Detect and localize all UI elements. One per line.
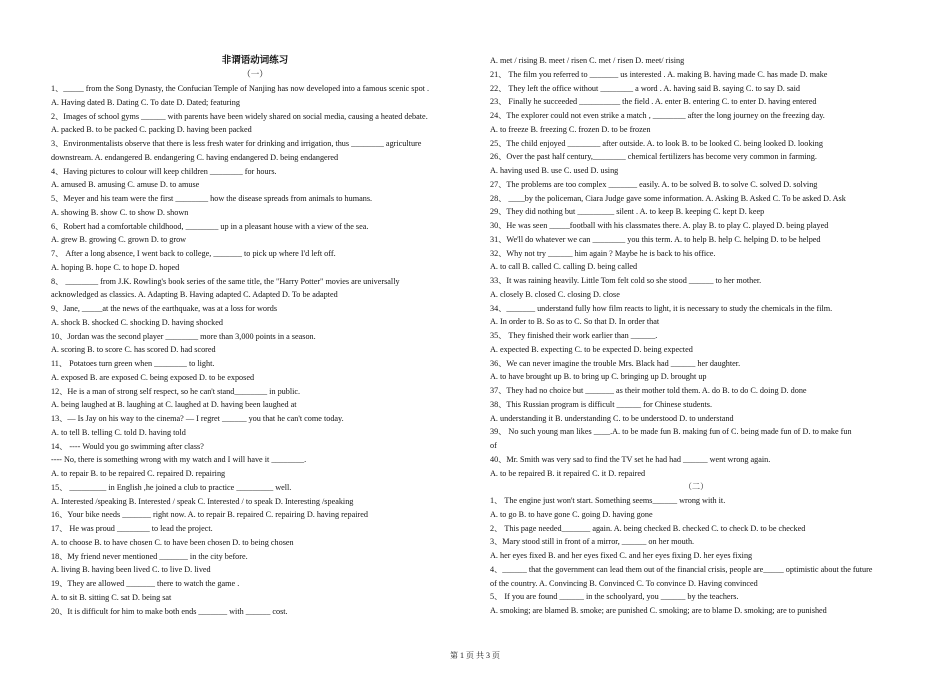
question-line: 21、 The film you referred to _______ us interested . A. making B. having made C. has made D. make	[490, 69, 828, 79]
question-line: A. to repair B. to be repaired C. repaired D. repairing	[51, 469, 226, 478]
question-line: 9、Jane, _____at the news of the earthquake, was at a loss for words	[51, 304, 278, 313]
question-line: 27、The problems are too complex _______ easily. A. to be solved B. to solve C. solved D. solving	[490, 179, 818, 189]
question-line: 25、The child enjoyed ________ after outside. A. to look B. to be looked C. being looked D. looking	[490, 138, 823, 148]
question-line: 24、The explorer could not even strike a match , ________ after the long journey on the freezing day.	[490, 111, 825, 120]
question-line: 4、Having pictures to colour will keep children ________ for hours.	[51, 166, 277, 176]
question-line: 2、Images of school gyms ______ with parents have been widely shared on social media, causing a heated debate.	[51, 111, 428, 121]
question-line: 35、 They finished their work earlier than ______.	[490, 331, 658, 340]
question-line: 1、 The engine just won't start. Something seems______ wrong with it.	[490, 496, 726, 505]
question-line: 37、They had no choice but _______ as their mother told them. A. do B. to do C. doing D. done	[490, 386, 807, 395]
question-line: A. packed B. to be packed C. packing D. having been packed	[51, 125, 252, 135]
question-line: A. being laughed at B. laughing at C. laughed at D. having been laughed at	[51, 400, 297, 410]
question-line: 5、Meyer and his team were the first ________ how the disease spreads from animals to humans.	[51, 194, 373, 203]
question-line: acknowledged as classics. A. Adapting B. Having adapted C. Adapted D. To be adapted	[51, 290, 338, 300]
question-line: A. In order to B. So as to C. So that D. In order that	[490, 317, 660, 327]
question-line: 26、Over the past half century,________ chemical fertilizers has become very common in farming.	[490, 152, 817, 162]
question-line: A. to go B. to have gone C. going D. having gone	[490, 509, 653, 519]
question-line: A. living B. having been lived C. to live D. lived	[51, 565, 211, 575]
question-line: A. her eyes fixed B. and her eyes fixed C. and her eyes fixing D. her eyes fixing	[490, 551, 753, 560]
question-line: 34、_______ understand fully how film reacts to light, it is necessary to study the chemicals in the film.	[490, 303, 833, 313]
question-line: A. having used B. use C. used D. using	[490, 166, 619, 175]
question-line: A. to freeze B. freezing C. frozen D. to be frozen	[490, 124, 651, 134]
question-line: 15、 _________ in English ,he joined a club to practice _________ well.	[51, 482, 292, 492]
question-line: 33、It was raining heavily. Little Tom felt cold so she stood ______ to her mother.	[490, 276, 762, 285]
question-line: A. to have brought up B. to bring up C. bringing up D. brought up	[490, 372, 707, 382]
question-line: A. hoping B. hope C. to hope D. hoped	[51, 262, 180, 272]
question-line: A. grew B. growing C. grown D. to grow	[51, 235, 187, 245]
question-line: 23、 Finally he succeeded __________ the field . A. enter B. entering C. to enter D. having entered	[490, 97, 817, 107]
question-line: 14、 ---- Would you go swimming after class?	[51, 441, 204, 451]
question-line: downstream. A. endangered B. endangering C. having endangered D. being endangered	[51, 152, 339, 162]
question-line: A. to tell B. telling C. told D. having told	[51, 427, 186, 437]
question-line: 11、 Potatoes turn green when ________ to light.	[51, 359, 215, 368]
left-column	[51, 82, 459, 618]
question-line: 18、My friend never mentioned _______ in the city before.	[51, 551, 248, 561]
question-line: 19、They are allowed _______ there to watch the game .	[51, 579, 240, 588]
question-line: 29、They did nothing but _________ silent . A. to keep B. keeping C. kept D. keep	[490, 207, 765, 217]
question-line: 30、He was seen _____football with his classmates there. A. play B. to play C. played D. being played	[490, 221, 829, 230]
question-line: A. Interested /speaking B. Interested / speak C. Interested / to speak D. Interesting /speaking	[51, 496, 354, 506]
question-line: 1、_____ from the Song Dynasty, the Confucian Temple of Nanjing has now developed into a famous scenic spot .	[51, 84, 430, 93]
page-title	[51, 54, 459, 80]
question-line: A. to be repaired B. it repaired C. it D. repaired	[490, 468, 646, 478]
question-line: 31、We'll do whatever we can ________ you this term. A. to help B. help C. helping D. to be helped	[490, 234, 821, 244]
question-line: A. amused B. amusing C. amuse D. to amuse	[51, 180, 200, 190]
right-column	[490, 54, 902, 618]
question-line: 13、— Is Jay on his way to the cinema? — I regret ______ you that he can't come today.	[51, 414, 344, 423]
question-line: 32、Why not try ______ him again ? Maybe he is back to his office.	[490, 248, 716, 258]
question-line: A. to choose B. to have chosen C. to have been chosen D. to being chosen	[51, 537, 294, 547]
question-line: A. to call B. called C. calling D. being called	[490, 262, 638, 272]
question-line: A. closely B. closed C. closing D. close	[490, 289, 620, 299]
page-footer: 第 1 页 共 3 页	[450, 651, 500, 660]
question-line: A. scoring B. to score C. has scored D. had scored	[51, 345, 216, 355]
question-line: A. to sit B. sitting C. sat D. being sat	[51, 592, 172, 602]
question-line: A. met / rising B. meet / risen C. met / risen D. meet/ rising	[490, 56, 685, 65]
question-line: 22、 They left the office without ________ a word . A. having said B. saying C. to say D. said	[490, 83, 801, 93]
question-line: A. exposed B. are exposed C. being exposed D. to be exposed	[51, 372, 255, 382]
question-line: 36、We can never imagine the trouble Mrs. Black had ______ her daughter.	[490, 358, 741, 368]
question-line: 28、 ____by the policeman, Ciara Judge gave some information. A. Asking B. Asked C. To be asked D. Ask	[490, 193, 846, 203]
section-two-label: （二）	[683, 482, 709, 492]
question-line: 5、 If you are found ______ in the schoolyard, you ______ by the teachers.	[490, 592, 739, 602]
question-line: of the country. A. Convincing B. Convinced C. To convince D. Having convinced	[490, 578, 758, 588]
question-line: 38、This Russian program is difficult ______ for Chinese students.	[490, 399, 713, 409]
question-line: 40、Mr. Smith was very sad to find the TV set he had had ______ went wrong again.	[490, 454, 771, 464]
question-line: ---- No, there is something wrong with my watch and I will have it ________.	[51, 455, 307, 465]
question-line: A. understanding it B. understanding C. to be understood D. to understand	[490, 413, 734, 423]
question-line: 20、It is difficult for him to make both ends _______ with ______ cost.	[51, 606, 288, 616]
question-line: of	[490, 441, 497, 450]
question-line: 39、 No such young man likes ____.A. to be made fun B. making fun of C. being made fun of D. to make fun	[490, 427, 852, 437]
section-one-label: （一）	[242, 69, 268, 79]
question-line: 12、He is a man of strong self respect, so he can't stand________ in public.	[51, 386, 301, 396]
question-line: 4、______ that the government can lead them out of the financial crisis, people are_____ optimistic about the future	[490, 564, 873, 574]
title-text: 非谓语动词练习	[221, 55, 289, 66]
question-line: 17、 He was proud ________ to lead the project.	[51, 524, 213, 533]
question-line: 2、 This page needed_______ again. A. being checked B. checked C. to check D. to be checked	[490, 523, 806, 533]
question-line: 3、Environmentalists observe that there is less fresh water for drinking and irrigation, thus ________ agriculture	[51, 139, 422, 148]
question-line: A. smoking; are blamed B. smoke; are punished C. smoking; are to blame D. smoking; are to punished	[490, 606, 827, 615]
question-line: 3、Mary stood still in front of a mirror, ______ on her mouth.	[490, 537, 695, 547]
question-line: 6、Robert had a comfortable childhood, ________ up in a pleasant house with a view of the sea.	[51, 221, 369, 231]
question-line: A. shock B. shocked C. shocking D. having shocked	[51, 317, 223, 327]
question-line: 7、 After a long absence, I went back to college, _______ to pick up where I'd left off.	[51, 249, 336, 258]
question-line: 16、Your bike needs _______ right now. A. to repair B. repaired C. repairing D. having repaired	[51, 510, 368, 520]
question-line: A. Having dated B. Dating C. To date D. Dated; featuring	[51, 97, 240, 107]
question-line: 10、Jordan was the second player ________ more than 3,000 points in a season.	[51, 331, 316, 341]
question-line: A. showing B. show C. to show D. shown	[51, 207, 189, 217]
question-line: A. expected B. expecting C. to be expected D. being expected	[490, 344, 693, 354]
question-line: 8、 ________ from J.K. Rowling's book series of the same title, the "Harry Potter" movies are universally	[51, 276, 400, 286]
